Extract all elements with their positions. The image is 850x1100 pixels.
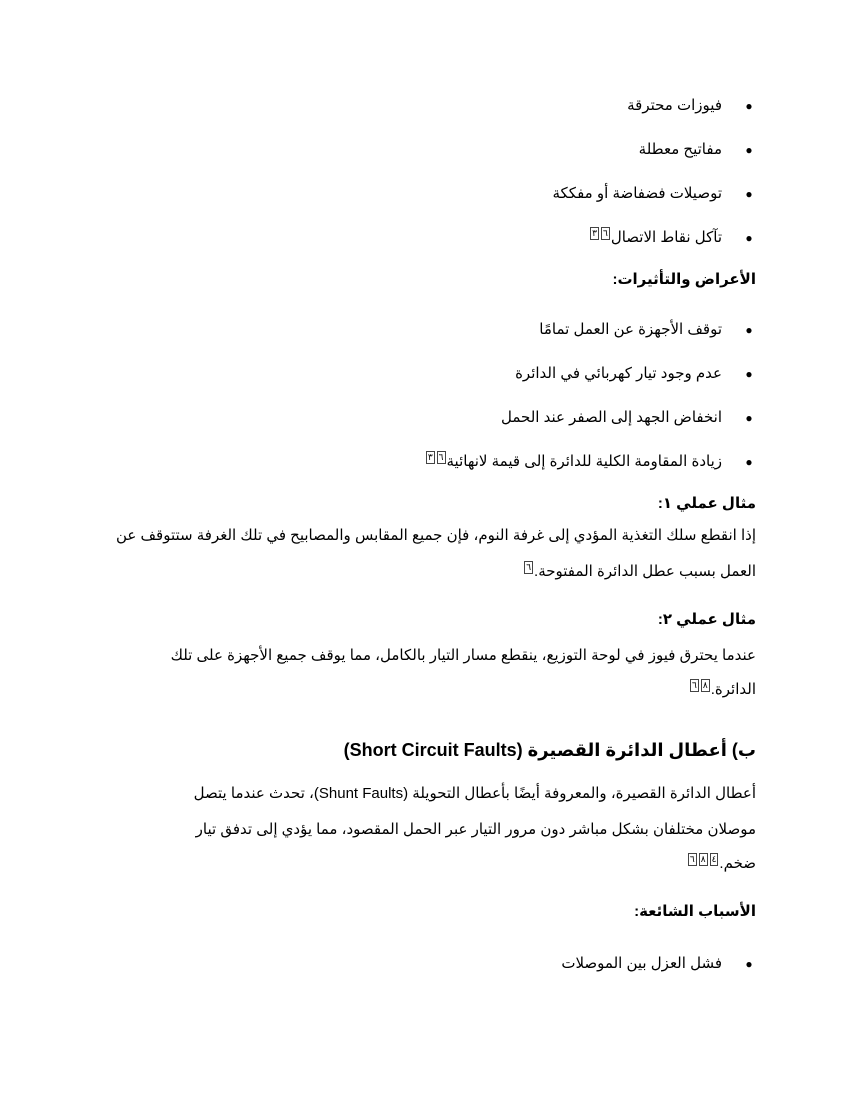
reference-link[interactable]: ٨ (700, 854, 706, 864)
example-1-paragraph (94, 520, 756, 552)
paragraph-english-term: (Shunt Faults) (313, 785, 409, 802)
list-item (94, 138, 756, 162)
example-1-paragraph-end (94, 556, 756, 588)
reference-link[interactable]: ٤ (711, 854, 717, 864)
reference-link[interactable]: ٦ (438, 452, 444, 462)
list-item (94, 226, 756, 250)
example-2-heading: مثال عملي ٢: (657, 611, 756, 628)
list-item-text: زيادة المقاومة الكلية للدائرة إلى قيمة لانهائية (446, 453, 722, 470)
bullet-icon: ● (745, 99, 753, 113)
list-item (94, 318, 756, 342)
reference-link[interactable]: ٨ (702, 680, 708, 690)
bullet-icon: ● (745, 411, 753, 425)
bullet-icon: ● (745, 323, 753, 337)
effects-heading: الأعراض والتأثيرات: (612, 271, 756, 288)
list-item (94, 94, 756, 118)
bullet-icon: ● (745, 367, 753, 381)
reference-link[interactable]: ٣ (427, 452, 433, 462)
list-item-text: توقف الأجهزة عن العمل تمامًا (539, 321, 722, 338)
paragraph-line: ضخم. (719, 855, 756, 872)
reference-link[interactable]: ٦ (526, 562, 532, 572)
list-item-text: تآكل نقاط الاتصال (610, 229, 722, 246)
list-item-text: فيوزات محترقة (627, 97, 722, 114)
bullet-icon: ● (745, 187, 753, 201)
short-circuit-paragraph-line-1 (94, 778, 756, 810)
list-item-text: مفاتيح معطلة (638, 141, 722, 158)
list-item-text: توصيلات فضفاضة أو مفككة (552, 185, 722, 202)
list-item (94, 362, 756, 386)
short-circuit-paragraph-line-2 (94, 814, 756, 846)
paragraph-line: الدائرة. (710, 681, 756, 698)
list-item (94, 182, 756, 206)
list-item (94, 952, 756, 976)
paragraph-line: العمل بسبب عطل الدائرة المفتوحة. (534, 563, 756, 580)
example-1-heading: مثال عملي ١: (657, 495, 756, 512)
bullet-icon: ● (745, 455, 753, 469)
paragraph-text: ، تحدث عندما يتصل (193, 785, 314, 802)
bullet-icon: ● (745, 143, 753, 157)
paragraph-text: أعطال الدائرة القصيرة، والمعروفة أيضًا بأعطال التحويلة (412, 785, 756, 802)
causes-heading: الأسباب الشائعة: (634, 903, 756, 920)
paragraph-line: عندما يحترق فيوز في لوحة التوزيع، ينقطع مسار التيار بالكامل، مما يوقف جميع الأجهزة على تلك (170, 647, 756, 664)
bullet-icon: ● (745, 957, 753, 971)
example-2-paragraph (94, 640, 756, 672)
paragraph-line: موصلان مختلفان بشكل مباشر دون مرور التيار عبر الحمل المقصود، مما يؤدي إلى تدفق تيار (195, 821, 756, 838)
list-item-text: انخفاض الجهد إلى الصفر عند الحمل (500, 409, 722, 426)
example-2-paragraph-end (94, 674, 756, 706)
list-item-content (425, 450, 722, 474)
bullet-icon: ● (745, 231, 753, 245)
reference-link[interactable]: ٦ (602, 228, 608, 238)
paragraph-line: إذا انقطع سلك التغذية المؤدي إلى غرفة النوم، فإن جميع المقابس والمصابيح في تلك الغرفة ستتوقف عن (115, 527, 756, 544)
reference-link[interactable]: ٦ (689, 854, 695, 864)
section-b-title: ب) أعطال الدائرة القصيرة (527, 740, 756, 760)
list-item (94, 406, 756, 430)
reference-link[interactable]: ٣ (592, 228, 597, 238)
reference-link[interactable]: ٦ (692, 680, 697, 690)
short-circuit-paragraph-line-3 (94, 848, 756, 880)
section-b-english-title: (Short Circuit Faults) (343, 740, 523, 760)
list-item-content (589, 226, 722, 250)
list-item (94, 450, 756, 474)
section-b-heading (94, 736, 756, 764)
list-item-text: فشل العزل بين الموصلات (561, 955, 722, 972)
list-item-text: عدم وجود تيار كهربائي في الدائرة (515, 365, 722, 382)
